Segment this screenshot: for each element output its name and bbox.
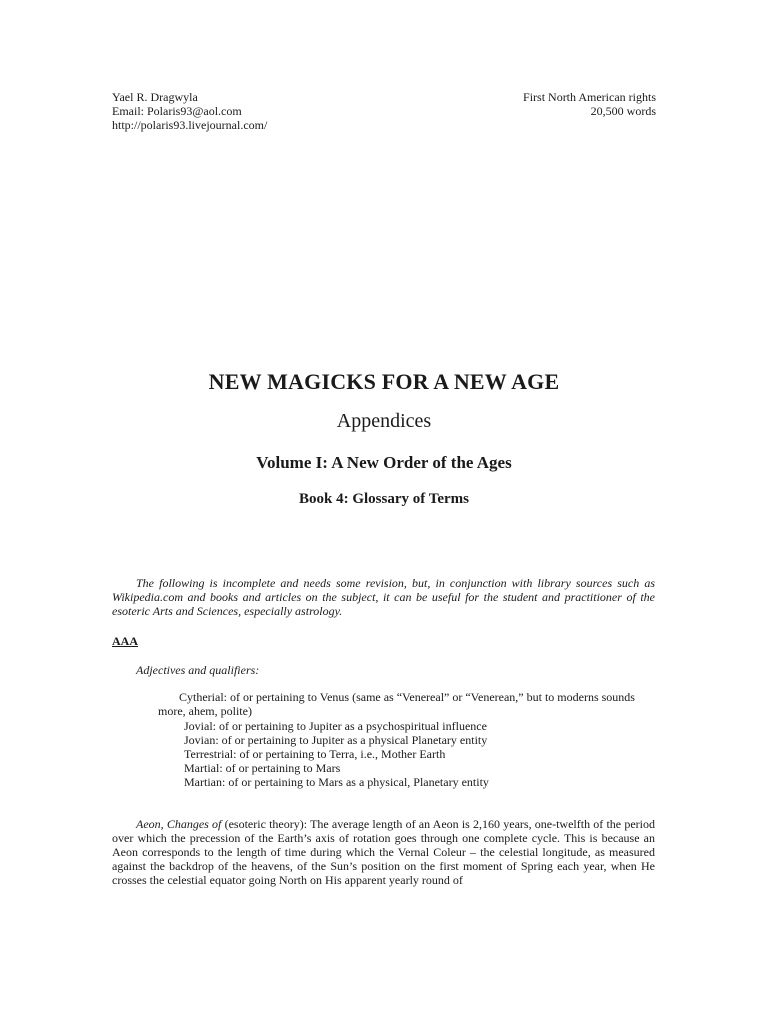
author-email: Email: Polaris93@aol.com	[112, 104, 242, 118]
definition-item: Terrestrial: of or pertaining to Terra, i.e., Mother Earth	[184, 747, 446, 761]
definition-item: Martian: of or pertaining to Mars as a physical, Planetary entity	[184, 775, 489, 789]
definition-item: Jovial: of or pertaining to Jupiter as a psychospiritual influence	[184, 719, 487, 733]
rights-text: First North American rights	[523, 90, 656, 104]
section-heading: AAA	[112, 634, 138, 648]
volume-heading: Volume I: A New Order of the Ages	[256, 453, 512, 472]
aeon-qualifier: (esoteric theory):	[221, 817, 311, 831]
aeon-entry	[112, 817, 655, 887]
word-count: 20,500 words	[590, 104, 656, 118]
book-heading: Book 4: Glossary of Terms	[298, 491, 469, 507]
intro-paragraph: The following is incomplete and needs some revision, but, in conjunction with library sources such as Wikipedia.com and books and articles on the subject, it can be useful for the student and practitioner of the esoteric Arts and Sciences, especially astrology.	[112, 576, 655, 618]
author-name: Yael R. Dragwyla	[112, 90, 198, 104]
document-title: NEW MAGICKS FOR A NEW AGE	[208, 369, 560, 394]
author-block	[112, 90, 267, 132]
aeon-text: The average length of an Aeon is 2,160 years, one-twelfth of the period over which the precession of the Earth’s axis of rotation goes through one complete cycle. This is because an Aeon corresponds to the length of time during which the Vernal Coleur – the celestial longitude, as measured against the backdrop of the heavens, of the Sun’s position on the first moment of Spring each year, when He crosses the celestial equator going North on His apparent yearly round of	[112, 817, 655, 887]
document-subtitle: Appendices	[336, 410, 432, 432]
definition-item: Martial: of or pertaining to Mars	[184, 761, 341, 775]
rights-block	[523, 90, 656, 118]
definition-item: Jovian: of or pertaining to Jupiter as a physical Planetary entity	[184, 733, 488, 747]
definition-cytherial: Cytherial: of or pertaining to Venus (same as “Venereal” or “Venerean,” but to moderns sounds more, ahem, polite)	[158, 690, 635, 718]
definition-list	[184, 719, 489, 789]
adjectives-heading: Adjectives and qualifiers:	[136, 663, 260, 677]
aeon-term: Aeon, Changes of	[136, 817, 222, 831]
author-url: http://polaris93.livejournal.com/	[112, 118, 268, 132]
